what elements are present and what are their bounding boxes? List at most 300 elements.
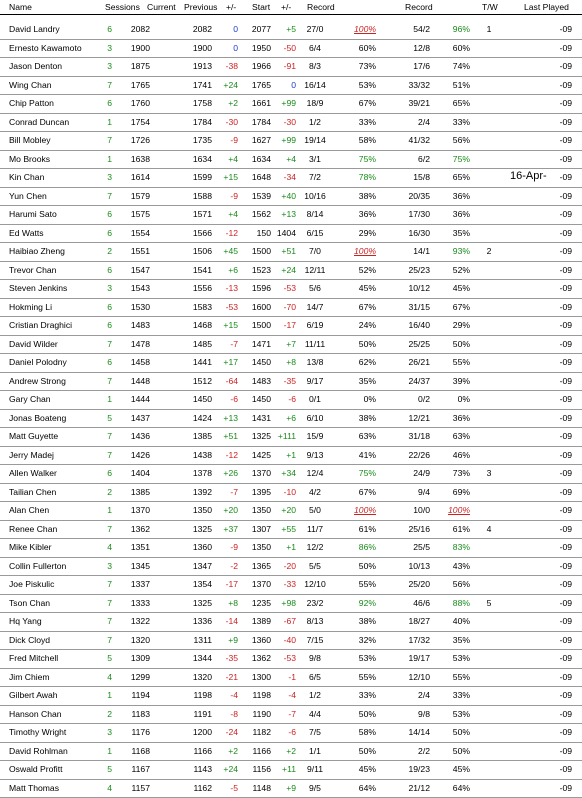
total-pct-cell: 69%	[452, 486, 470, 497]
table-row	[0, 373, 582, 392]
last-played-cell: -09	[559, 301, 572, 312]
last-played-cell: -09	[559, 468, 572, 478]
session-record-cell: 18/9	[306, 98, 324, 108]
total-record-cell: 9/8	[418, 708, 430, 719]
total-pct-cell: 53%	[452, 708, 470, 719]
player-name: Harumi Sato	[9, 209, 57, 219]
current-rating-cell: 1543	[130, 283, 150, 293]
start-rating-cell: 1600	[251, 301, 271, 312]
player-name: David Landry	[9, 24, 60, 34]
player-name: Haibiao Zheng	[9, 246, 65, 256]
change-previous-cell: -2	[230, 560, 238, 571]
sessions-cell: 6	[107, 301, 112, 312]
current-rating-cell: 1575	[130, 209, 150, 219]
last-played-cell: -09	[559, 542, 572, 552]
table-row	[0, 650, 582, 669]
change-previous-cell: 0	[233, 24, 238, 34]
current-rating-cell: 1194	[131, 690, 150, 700]
change-previous-cell: +15	[223, 320, 238, 330]
total-pct-cell: 56%	[452, 135, 470, 145]
last-played-cell: -09	[559, 264, 572, 275]
session-pct-cell: 100%	[354, 505, 376, 515]
total-pct-cell: 36%	[452, 412, 470, 423]
table-row	[0, 77, 582, 96]
session-pct-cell: 33%	[358, 690, 376, 700]
session-pct-cell: 32%	[358, 634, 376, 645]
table-row	[0, 114, 582, 133]
table-row	[0, 632, 582, 651]
total-record-cell: 25/20	[408, 579, 430, 589]
current-rating-cell: 1579	[130, 190, 150, 201]
tw-cell: 4	[486, 523, 492, 534]
total-record-cell: 16/30	[408, 227, 430, 238]
player-name: Dick Cloyd	[9, 634, 51, 645]
current-rating-cell: 1754	[130, 116, 150, 127]
current-rating-cell: 1554	[130, 227, 150, 238]
sessions-cell: 1	[107, 116, 112, 127]
change-previous-cell: -13	[225, 283, 238, 293]
tw-cell: 2	[486, 246, 492, 256]
session-pct-cell: 33%	[358, 116, 376, 127]
table-row	[0, 465, 582, 484]
session-record-cell: 23/2	[306, 597, 324, 608]
start-rating-cell: 1431	[251, 412, 271, 423]
table-row	[0, 761, 582, 780]
total-record-cell: 41/32	[408, 135, 430, 145]
session-pct-cell: 63%	[358, 431, 376, 441]
sessions-cell: 1	[107, 505, 112, 515]
change-previous-cell: +24	[223, 764, 238, 774]
current-rating-cell: 1426	[130, 449, 150, 460]
session-record-cell: 1/1	[309, 745, 321, 756]
sessions-cell: 5	[107, 412, 112, 423]
session-record-cell: 9/5	[309, 782, 321, 793]
session-record-cell: 4/2	[309, 486, 321, 497]
current-rating-cell: 1448	[130, 375, 150, 386]
session-record-cell: 7/0	[309, 246, 321, 256]
session-pct-cell: 67%	[358, 486, 376, 497]
previous-rating-cell: 1378	[192, 468, 212, 478]
sessions-cell: 7	[107, 634, 112, 645]
table-row	[0, 132, 582, 151]
total-record-cell: 12/10	[408, 671, 430, 682]
session-record-cell: 12/10	[304, 579, 326, 589]
session-record-cell: 7/15	[306, 634, 324, 645]
session-record-cell: 1/2	[309, 690, 321, 700]
table-row	[0, 336, 582, 355]
current-rating-cell: 1370	[130, 505, 150, 515]
previous-rating-cell: 1320	[192, 671, 212, 682]
previous-rating-cell: 1741	[192, 79, 212, 90]
session-pct-cell: 38%	[358, 616, 376, 626]
session-pct-cell: 60%	[358, 42, 376, 53]
sessions-cell: 1	[107, 153, 112, 164]
last-played-cell: -09	[559, 579, 572, 589]
current-rating-cell: 1530	[130, 301, 150, 312]
start-rating-cell: 1235	[251, 597, 271, 608]
change-previous-cell: -9	[230, 190, 238, 201]
table-row	[0, 428, 582, 447]
previous-rating-cell: 1441	[192, 357, 212, 367]
change-start-cell: -6	[288, 727, 296, 737]
last-played-cell: -09	[559, 394, 572, 404]
change-start-cell: 0	[291, 79, 296, 90]
previous-rating-cell: 1556	[192, 283, 212, 293]
player-name: Matt Guyette	[9, 431, 59, 441]
player-name: Hanson Chan	[9, 708, 62, 719]
total-pct-cell: 60%	[452, 42, 470, 53]
sessions-cell: 3	[107, 560, 112, 571]
table-row	[0, 595, 582, 614]
table-row	[0, 521, 582, 540]
total-record-cell: 31/18	[408, 431, 430, 441]
previous-rating-cell: 1350	[192, 505, 212, 515]
change-start-cell: -35	[283, 375, 296, 386]
current-rating-cell: 1875	[130, 61, 150, 71]
start-rating-cell: 1627	[251, 135, 271, 145]
session-record-cell: 11/11	[304, 338, 326, 349]
header-record-session: Record	[307, 2, 335, 12]
previous-rating-cell: 1485	[192, 338, 212, 349]
total-pct-cell: 50%	[452, 745, 470, 756]
change-previous-cell: +4	[228, 153, 238, 164]
player-name: Mo Brooks	[9, 153, 51, 164]
start-rating-cell: 1190	[252, 708, 271, 719]
table-row	[0, 206, 582, 225]
change-previous-cell: -5	[230, 782, 238, 793]
total-record-cell: 17/30	[408, 209, 430, 219]
total-pct-cell: 73%	[452, 468, 470, 478]
change-start-cell: -17	[283, 320, 296, 330]
change-previous-cell: +15	[223, 172, 238, 182]
start-rating-cell: 1450	[251, 394, 271, 404]
total-record-cell: 2/4	[418, 116, 430, 127]
session-record-cell: 11/7	[306, 523, 324, 534]
previous-rating-cell: 1200	[192, 727, 212, 737]
start-rating-cell: 1362	[251, 653, 271, 663]
start-rating-cell: 1425	[251, 449, 271, 460]
current-rating-cell: 1614	[130, 172, 150, 182]
start-rating-cell: 1300	[251, 671, 271, 682]
last-played-cell: -09	[559, 782, 572, 793]
last-played-cell: -09	[559, 135, 572, 145]
sessions-cell: 7	[107, 135, 112, 145]
total-pct-cell: 43%	[452, 560, 470, 571]
start-rating-cell: 1500	[251, 320, 271, 330]
last-played-cell: -09	[559, 190, 572, 201]
total-pct-cell: 52%	[452, 264, 470, 275]
player-name: David Wilder	[9, 338, 58, 349]
sessions-cell: 3	[107, 42, 112, 53]
session-pct-cell: 75%	[358, 468, 376, 478]
change-start-cell: +24	[281, 264, 296, 275]
sessions-cell: 7	[107, 190, 112, 201]
start-rating-cell: 1360	[251, 634, 271, 645]
current-rating-cell: 1345	[130, 560, 150, 571]
session-record-cell: 15/9	[306, 431, 324, 441]
previous-rating-cell: 1191	[193, 708, 212, 719]
last-played-cell: -09	[559, 671, 572, 682]
change-previous-cell: -17	[225, 579, 238, 589]
last-played-cell: -09	[559, 486, 572, 497]
change-previous-cell: +6	[228, 264, 238, 275]
session-record-cell: 12/11	[304, 264, 326, 275]
session-pct-cell: 38%	[358, 190, 376, 201]
player-name: Matt Thomas	[9, 782, 59, 793]
current-rating-cell: 1458	[130, 357, 150, 367]
previous-rating-cell: 1143	[193, 764, 212, 774]
change-previous-cell: +24	[223, 79, 238, 90]
session-record-cell: 6/5	[309, 671, 321, 682]
current-rating-cell: 1333	[130, 597, 150, 608]
tw-cell: 3	[486, 468, 492, 478]
session-record-cell: 5/5	[309, 560, 321, 571]
previous-rating-cell: 1583	[192, 301, 212, 312]
table-row	[0, 780, 582, 798]
start-rating-cell: 1500	[251, 246, 271, 256]
change-start-cell: -30	[283, 116, 296, 127]
total-pct-cell: 35%	[452, 227, 470, 238]
last-played-cell: -09	[559, 412, 572, 423]
total-record-cell: 14/1	[413, 246, 430, 256]
total-pct-cell: 35%	[452, 634, 470, 645]
total-record-cell: 31/15	[408, 301, 430, 312]
session-pct-cell: 55%	[358, 671, 376, 682]
change-start-cell: +5	[286, 24, 296, 34]
session-pct-cell: 58%	[358, 135, 376, 145]
start-rating-cell: 1182	[252, 727, 271, 737]
total-record-cell: 25/25	[408, 338, 430, 349]
total-pct-cell: 74%	[452, 61, 470, 71]
header-tw: T/W	[482, 2, 498, 12]
start-rating-cell: 1950	[251, 42, 271, 53]
start-rating-cell: 150	[256, 227, 271, 238]
total-record-cell: 12/8	[413, 42, 430, 53]
last-played-cell: -09	[559, 61, 572, 71]
session-record-cell: 6/10	[306, 412, 324, 423]
session-pct-cell: 38%	[358, 412, 376, 423]
last-played-cell: -09	[559, 745, 572, 756]
table-row	[0, 669, 582, 688]
session-record-cell: 6/4	[309, 42, 321, 53]
previous-rating-cell: 1541	[192, 264, 212, 275]
session-record-cell: 3/1	[309, 153, 321, 164]
header-plusminus-start: +/-	[281, 2, 292, 12]
previous-rating-cell: 1735	[192, 135, 212, 145]
session-pct-cell: 29%	[358, 227, 376, 238]
change-start-cell: +34	[281, 468, 296, 478]
current-rating-cell: 1547	[130, 264, 150, 275]
change-start-cell: +98	[281, 597, 296, 608]
previous-rating-cell: 1311	[193, 634, 212, 645]
last-played-cell: -09	[559, 449, 572, 460]
previous-rating-cell: 1385	[192, 431, 212, 441]
total-pct-cell: 33%	[452, 690, 470, 700]
start-rating-cell: 1966	[251, 61, 271, 71]
change-previous-cell: -21	[225, 671, 238, 682]
session-record-cell: 12/4	[306, 468, 324, 478]
session-record-cell: 5/0	[309, 505, 321, 515]
sessions-cell: 7	[107, 431, 112, 441]
last-played-cell: -09	[559, 653, 572, 663]
current-rating-cell: 1760	[130, 98, 150, 108]
start-rating-cell: 1539	[251, 190, 271, 201]
total-record-cell: 2/4	[418, 690, 430, 700]
sessions-cell: 7	[107, 523, 112, 534]
sessions-cell: 7	[107, 375, 112, 386]
total-record-cell: 24/9	[413, 468, 430, 478]
session-record-cell: 5/6	[309, 283, 321, 293]
change-previous-cell: +51	[223, 431, 238, 441]
start-rating-cell: 1634	[251, 153, 271, 164]
previous-rating-cell: 1360	[192, 542, 212, 552]
change-previous-cell: -6	[230, 394, 238, 404]
start-rating-cell: 1389	[251, 616, 271, 626]
change-previous-cell: +17	[223, 357, 238, 367]
total-pct-cell: 55%	[452, 357, 470, 367]
total-record-cell: 15/8	[413, 172, 430, 182]
previous-rating-cell: 1325	[192, 523, 212, 534]
session-pct-cell: 75%	[358, 153, 376, 164]
table-row	[0, 169, 582, 188]
total-pct-cell: 75%	[452, 153, 470, 164]
sessions-cell: 6	[107, 209, 112, 219]
last-played-cell: -09	[559, 597, 572, 608]
header-plusminus-previous: +/-	[226, 2, 237, 12]
start-rating-cell: 1148	[252, 782, 271, 793]
previous-rating-cell: 1347	[192, 560, 212, 571]
start-rating-cell: 1661	[251, 98, 271, 108]
player-name: Oswald Profitt	[9, 764, 63, 774]
previous-rating-cell: 1506	[192, 246, 212, 256]
change-previous-cell: -9	[230, 542, 238, 552]
table-header	[0, 0, 582, 15]
sessions-cell: 7	[107, 79, 112, 90]
sessions-cell: 3	[107, 727, 112, 737]
last-played-cell: -09	[559, 172, 572, 182]
last-played-cell: -09	[559, 320, 572, 330]
sessions-cell: 6	[107, 98, 112, 108]
total-record-cell: 16/40	[408, 320, 430, 330]
change-start-cell: -53	[283, 283, 296, 293]
total-pct-cell: 29%	[452, 320, 470, 330]
total-pct-cell: 36%	[452, 190, 470, 201]
previous-rating-cell: 1566	[192, 227, 212, 238]
previous-rating-cell: 1634	[192, 153, 212, 164]
current-rating-cell: 1483	[130, 320, 150, 330]
player-name: Tson Chan	[9, 597, 51, 608]
change-previous-cell: +20	[223, 505, 238, 515]
current-rating-cell: 1183	[131, 708, 150, 719]
table-row	[0, 151, 582, 170]
total-record-cell: 24/37	[408, 375, 430, 386]
current-rating-cell: 1765	[130, 79, 150, 90]
session-pct-cell: 24%	[358, 320, 376, 330]
last-played-cell: -09	[559, 727, 572, 737]
session-record-cell: 9/8	[309, 653, 321, 663]
start-rating-cell: 1166	[252, 745, 271, 756]
total-pct-cell: 50%	[452, 338, 470, 349]
change-previous-cell: -7	[230, 338, 238, 349]
session-record-cell: 1/2	[309, 116, 321, 127]
change-start-cell: +40	[281, 190, 296, 201]
total-pct-cell: 83%	[452, 542, 470, 552]
session-pct-cell: 86%	[358, 542, 376, 552]
session-record-cell: 10/16	[304, 190, 326, 201]
previous-rating-cell: 1344	[192, 653, 212, 663]
session-pct-cell: 53%	[358, 653, 376, 663]
table-row	[0, 243, 582, 262]
last-played-cell: -09	[559, 153, 572, 164]
table-row	[0, 58, 582, 77]
player-name: Renee Chan	[9, 523, 58, 534]
change-start-cell: -33	[283, 579, 296, 589]
player-name: Alan Chen	[9, 505, 50, 515]
total-record-cell: 10/13	[408, 560, 430, 571]
last-played-cell: -09	[559, 431, 572, 441]
table-row	[0, 724, 582, 743]
current-rating-cell: 1437	[130, 412, 150, 423]
start-rating-cell: 1350	[251, 505, 271, 515]
player-name: Collin Fullerton	[9, 560, 67, 571]
start-rating-cell: 1450	[251, 357, 271, 367]
current-rating-cell: 1444	[130, 394, 150, 404]
session-record-cell: 14/7	[306, 301, 324, 312]
sessions-cell: 6	[107, 468, 112, 478]
change-previous-cell: -35	[225, 653, 238, 663]
start-rating-cell: 1325	[251, 431, 271, 441]
player-name: Fred Mitchell	[9, 653, 59, 663]
start-rating-cell: 1198	[252, 690, 271, 700]
session-pct-cell: 92%	[358, 597, 376, 608]
last-played-cell: -09	[559, 375, 572, 386]
start-rating-cell: 1395	[251, 486, 271, 497]
total-pct-cell: 46%	[452, 449, 470, 460]
previous-rating-cell: 1758	[192, 98, 212, 108]
total-pct-cell: 93%	[452, 246, 470, 256]
player-name: David Rohlman	[9, 745, 68, 756]
last-played-cell: -09	[559, 116, 572, 127]
change-previous-cell: +13	[223, 412, 238, 423]
previous-rating-cell: 1354	[192, 579, 212, 589]
change-start-cell: -7	[288, 708, 296, 719]
previous-rating-cell: 1512	[192, 375, 212, 386]
change-start-cell: -67	[283, 616, 296, 626]
last-played-cell: -09	[559, 246, 572, 256]
total-pct-cell: 36%	[452, 209, 470, 219]
player-name: Timothy Wright	[9, 727, 67, 737]
session-record-cell: 9/17	[306, 375, 324, 386]
total-record-cell: 18/27	[408, 616, 430, 626]
session-pct-cell: 62%	[358, 357, 376, 367]
change-start-cell: +8	[286, 357, 296, 367]
change-previous-cell: -30	[225, 116, 238, 127]
session-record-cell: 27/0	[306, 24, 324, 34]
player-name: Yun Chen	[9, 190, 47, 201]
session-record-cell: 19/14	[304, 135, 326, 145]
total-pct-cell: 67%	[452, 301, 470, 312]
total-record-cell: 39/21	[408, 98, 430, 108]
session-pct-cell: 78%	[358, 172, 376, 182]
change-start-cell: +2	[286, 745, 296, 756]
session-record-cell: 7/2	[309, 172, 321, 182]
session-pct-cell: 50%	[358, 338, 376, 349]
player-name: Gary Chan	[9, 394, 51, 404]
current-rating-cell: 1900	[130, 42, 150, 53]
player-name: Bill Mobley	[9, 135, 51, 145]
start-rating-cell: 1307	[251, 523, 271, 534]
change-previous-cell: +45	[223, 246, 238, 256]
